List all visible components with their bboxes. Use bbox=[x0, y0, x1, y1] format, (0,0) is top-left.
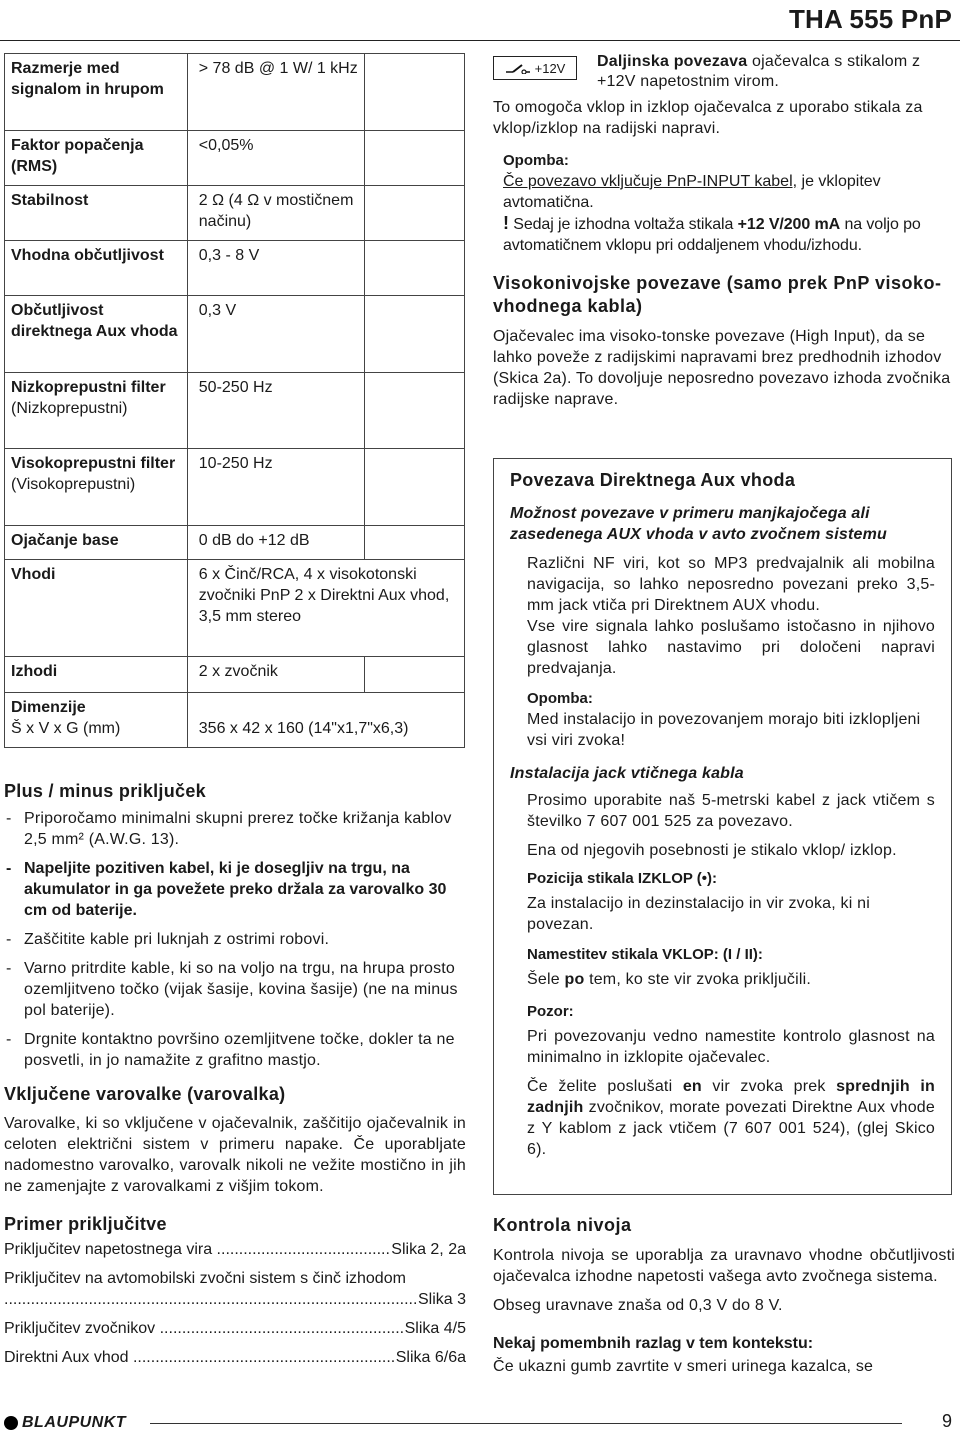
spec-table bbox=[4, 53, 465, 748]
example-label: Priključitev zvočnikov ..... bbox=[4, 1318, 403, 1339]
plus-minus-list bbox=[4, 808, 466, 1071]
off-title: Pozicija stikala IZKLOP (•): bbox=[527, 870, 718, 887]
spec-row bbox=[5, 131, 465, 186]
spec-row bbox=[5, 373, 465, 449]
spec-key: Vhodi bbox=[5, 560, 188, 657]
aux-title: Povezava Direktnega Aux vhoda bbox=[510, 470, 796, 490]
switch-icon bbox=[505, 62, 531, 74]
install-p2: Ena od njegovih posebnosti je stikalo vklop/ izklop. bbox=[527, 842, 897, 859]
level-section bbox=[493, 1214, 955, 1377]
spec-value: 50-250 Hz bbox=[187, 373, 365, 449]
list-item: - Napeljite pozitiven kabel, ki je dosegljiv na trgu, na akumulator in ga povežete preko držala za varovalko 30 cm od baterije. bbox=[4, 858, 466, 921]
aux-subtitle: Možnost povezave v primeru manjkajočega ali zasedenega AUX vhoda v avto zvočnem sistemu bbox=[510, 505, 888, 543]
spec-value: <0,05% bbox=[187, 131, 365, 186]
spec-key: Visokoprepustni filter (Visokoprepustni) bbox=[5, 449, 188, 526]
spec-value: 0 dB do +12 dB bbox=[187, 526, 365, 560]
spec-key-sub: Š x V x G (mm) bbox=[11, 720, 121, 737]
spec-key: Nizkoprepustni filter (Nizkoprepustni) bbox=[5, 373, 188, 449]
spec-row bbox=[5, 560, 465, 657]
aux-p2: Vse vire signala lahko poslušamo istočasno in njihovo glasnost lahko nastavimo pri določeni napravi predvajanja. bbox=[527, 618, 935, 677]
list-item: - Varno pritrdite kable, ki so na voljo na trgu, na hrupa prosto ozemljitveno točko (vijak šasije, kovina šasije) (ne na minus pol baterije). bbox=[4, 958, 466, 1021]
spec-key: Vhodna občutljivost bbox=[5, 241, 188, 296]
install-title: Instalacija jack vtičnega kabla bbox=[510, 765, 744, 782]
brand-logo: BLAUPUNKT bbox=[4, 1414, 126, 1432]
list-item bbox=[4, 1239, 466, 1260]
warning-icon: ! bbox=[503, 213, 509, 233]
spec-key-sub: (Visokoprepustni) bbox=[11, 476, 136, 493]
aux-last-text: Če želite poslušati en vir zvoka prek sprednjih in zadnjih zvočnikov, morate povezati Direktne Aux vhode z Y kablom z jack vtičem (7 607 001 524), (glej Skico 6). bbox=[527, 1078, 935, 1158]
list-item bbox=[4, 1318, 466, 1339]
remote-note bbox=[493, 151, 955, 256]
spec-row bbox=[5, 54, 465, 131]
example-label: Priključitev na avtomobilski zvočni sistem s činč izhodom ..... bbox=[4, 1268, 416, 1310]
note-title: Opomba: bbox=[503, 152, 569, 169]
example-ref: Slika 3 bbox=[417, 1291, 466, 1308]
aux-note-title: Opomba: bbox=[527, 690, 593, 707]
spec-key: Razmerje med signalom in hrupom bbox=[5, 54, 188, 131]
list-item bbox=[4, 1347, 466, 1368]
spec-key-sub: (Nizkoprepustni) bbox=[11, 400, 128, 417]
spec-key: Stabilnost bbox=[5, 186, 188, 241]
spec-row bbox=[5, 526, 465, 560]
spec-row bbox=[5, 657, 465, 693]
level-title: Kontrola nivoja bbox=[493, 1215, 632, 1235]
spec-row bbox=[5, 186, 465, 241]
spec-value: > 78 dB @ 1 W/ 1 kHz bbox=[187, 54, 365, 131]
note-text: Če povezavo vključuje PnP-INPUT kabel, je vklopitev avtomatična. bbox=[503, 173, 881, 211]
highlevel-title: Visokonivojske povezave (samo prek PnP visoko-vhodnega kabla) bbox=[493, 273, 942, 316]
spec-row bbox=[5, 296, 465, 373]
spec-key: Občutljivost direktnega Aux vhoda bbox=[5, 296, 188, 373]
list-item bbox=[4, 1268, 466, 1310]
footer-divider bbox=[150, 1423, 902, 1424]
example-label: Direktni Aux vhod ..... bbox=[4, 1347, 394, 1368]
spec-row bbox=[5, 449, 465, 526]
level-text: Kontrola nivoja se uporablja za uravnavo vhodne občutljivosti ojačevalca izhodne napetosti vašega avto zvočnega sistema. bbox=[493, 1247, 955, 1285]
aux-p1: Različni NF viri, kot so MP3 predvajalnik ali mobilna navigacija, so lahko neposredno povezani preko 3,5-mm jack vtiča pri Direktnem AUX vhodu. bbox=[527, 555, 935, 614]
list-item: - Zaščitite kable pri luknjah z ostrimi robovi. bbox=[4, 929, 466, 950]
switch-symbol bbox=[493, 56, 577, 80]
switch-label: +12V bbox=[534, 60, 566, 76]
spec-key: Dimenzije Š x V x G (mm) bbox=[5, 693, 188, 748]
fuses-title: Vključene varovalke (varovalka) bbox=[4, 1084, 286, 1104]
spec-key: Faktor popačenja (RMS) bbox=[5, 131, 188, 186]
left-column bbox=[4, 780, 466, 1376]
spec-key: Izhodi bbox=[5, 657, 188, 693]
context-title: Nekaj pomembnih razlag v tem kontekstu: bbox=[493, 1335, 814, 1352]
spec-row bbox=[5, 693, 465, 748]
example-ref: Slika 4/5 bbox=[404, 1320, 466, 1337]
examples-list bbox=[4, 1239, 466, 1368]
logo-dot-icon bbox=[4, 1416, 18, 1430]
aux-note-text: Med instalacijo in povezovanjem morajo biti izklopljeni vsi viri zvoka! bbox=[527, 711, 921, 749]
list-item: - Priporočamo minimalni skupni prerez točke križanja kablov 2,5 mm² (A.W.G. 13). bbox=[4, 808, 466, 850]
on-text: Šele po tem, ko ste vir zvoka priključili. bbox=[527, 971, 812, 988]
aux-box bbox=[493, 458, 952, 1195]
warning-text: ! Sedaj je izhodna voltaža stikala +12 V/200 mA na voljo po avtomatičnem vklopu pri oddaljenem vhodu/izhodu. bbox=[503, 213, 921, 254]
spec-value: 6 x Činč/RCA, 4 x visokotonski zvočniki PnP 2 x Direktni Aux vhod, 3,5 mm stereo bbox=[187, 560, 464, 657]
spec-value: 2 Ω (4 Ω v mostičnem načinu) bbox=[187, 186, 365, 241]
spec-value: 356 x 42 x 160 (14"x1,7"x6,3) bbox=[187, 693, 464, 748]
caution-title: Pozor: bbox=[527, 1003, 574, 1020]
model-title: THA 555 PnP bbox=[788, 4, 952, 34]
example-label: Priključitev napetostnega vira ..... bbox=[4, 1239, 389, 1260]
examples-title: Primer priključitve bbox=[4, 1214, 167, 1234]
example-ref: Slika 2, 2a bbox=[391, 1241, 466, 1258]
off-text: Za instalacijo in dezinstalacijo in vir zvoka, ki ni povezan. bbox=[527, 895, 870, 933]
right-column bbox=[493, 52, 955, 410]
fuses-text: Varovalke, ki so vključene v ojačevalnik, zaščitijo ojačevalnik in celoten električni sistem v primeru napake. Če uporabljate nadomestno varovalko, varovalk nikoli ne vežite mostično in jih ne zamenjajte z varovalkami z višjim tokom. bbox=[4, 1115, 466, 1195]
example-ref: Slika 6/6a bbox=[395, 1349, 466, 1366]
level-range: Obseg uravnave znaša od 0,3 V do 8 V. bbox=[493, 1297, 783, 1314]
spec-value: 0,3 V bbox=[187, 296, 365, 373]
header-divider bbox=[0, 40, 960, 41]
list-item: - Drgnite kontaktno površino ozemljitvene točke, dokler ta ne posvetli, in jo namažite z grafitno mastjo. bbox=[4, 1029, 466, 1071]
plus-minus-title: Plus / minus priključek bbox=[4, 781, 206, 801]
spec-key: Ojačanje base bbox=[5, 526, 188, 560]
spec-value: 0,3 - 8 V bbox=[187, 241, 365, 296]
spec-row bbox=[5, 241, 465, 296]
on-title: Namestitev stikala VKLOP: (I / II): bbox=[527, 946, 763, 963]
remote-text: To omogoča vklop in izklop ojačevalca z uporabo stikala za vklop/izklop na radijski napravi. bbox=[493, 99, 923, 137]
spec-value: 10-250 Hz bbox=[187, 449, 365, 526]
page-number: 9 bbox=[941, 1411, 952, 1431]
install-p1: Prosimo uporabite naš 5-metrski kabel z jack vtičem s številko 7 607 001 525 za povezavo. bbox=[527, 792, 935, 830]
remote-section bbox=[493, 52, 955, 256]
remote-title: Daljinska povezava ojačevalca s stikalom z +12V napetostnim virom. bbox=[597, 53, 921, 90]
spec-value: 2 x zvočnik bbox=[187, 657, 365, 693]
caution-text: Pri povezovanju vedno namestite kontrolo glasnost na minimalno in izklopite ojačevalec. bbox=[527, 1028, 935, 1066]
highlevel-text: Ojačevalec ima visoko-tonske povezave (High Input), da se lahko poveže z radijskimi napravami brez predhodnih izhodov (Skica 2a). To dovoljuje neposredno povezavo izhoda zvočnika radijske naprave. bbox=[493, 328, 951, 408]
context-text: Če ukazni gumb zavrtite v smeri urinega kazalca, se bbox=[493, 1358, 874, 1375]
